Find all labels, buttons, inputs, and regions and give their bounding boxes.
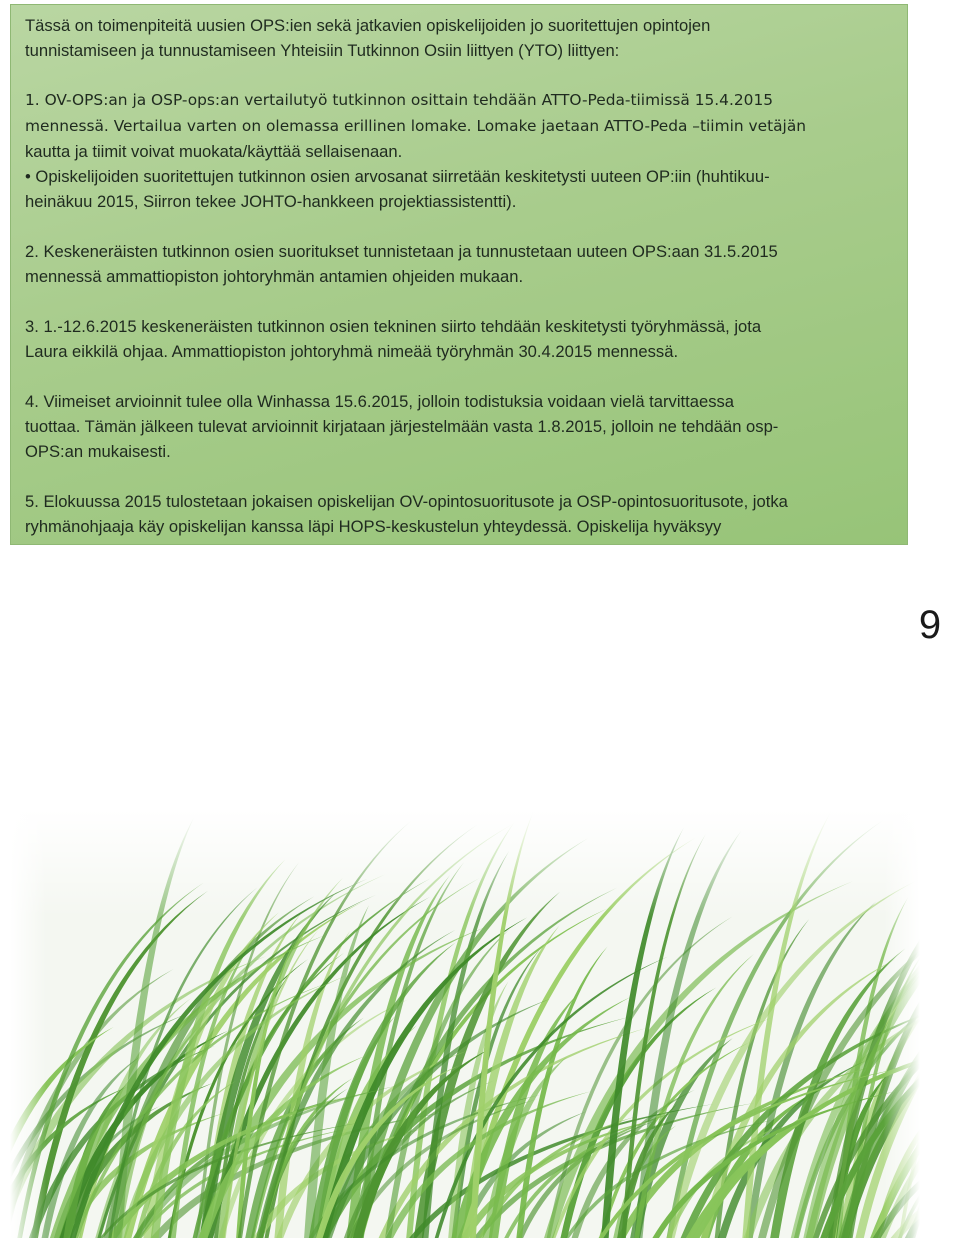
item5-line-1: 5. Elokuussa 2015 tulostetaan jokaisen opiskelijan OV-opintosuoritusote ja OSP-opintosuoritusote, jotka: [25, 492, 788, 511]
item1-line-5: heinäkuu 2015, Siirron tekee JOHTO-hankkeen projektiassistentti).: [25, 192, 517, 211]
grass-illustration: [10, 810, 920, 1238]
item5-line-2: ryhmänohjaaja käy opiskelijan kanssa läpi HOPS-keskustelun yhteydessä. Opiskelija hyväksyy: [25, 517, 722, 536]
item4-line-1: 4. Viimeiset arvioinnit tulee olla Winhassa 15.6.2015, jolloin todistuksia voidaan vielä tarvittaessa: [25, 392, 735, 411]
page-number: 9: [918, 603, 942, 647]
info-box: [10, 4, 908, 545]
item1-line-4: • Opiskelijoiden suoritettujen tutkinnon osien arvosanat siirretään keskitetysti uuteen OP:iin (huhtikuu-: [25, 167, 770, 186]
intro-line-1: Tässä on toimenpiteitä uusien OPS:ien sekä jatkavien opiskelijoiden jo suoritettujen opintojen: [25, 16, 711, 35]
item2-line-1: 2. Keskeneräisten tutkinnon osien suoritukset tunnistetaan ja tunnustetaan uuteen OPS:aan 31.5.2015: [25, 242, 778, 261]
item3-line-2: Laura eikkilä ohjaa. Ammattiopiston johtoryhmä nimeää työryhmän 30.4.2015 mennessä.: [25, 342, 679, 361]
item1-line-1: 1. OV-OPS:an ja OSP-ops:an vertailutyö tutkinnon osittain tehdään ATTO-Peda-tiimissä 15.4.2015: [25, 91, 774, 109]
grass-photo: [10, 810, 920, 1238]
item4-line-2: tuottaa. Tämän jälkeen tulevat arvioinnit kirjataan järjestelmään vasta 1.8.2015, jolloin ne tehdään osp-: [25, 417, 779, 436]
intro-line-2: tunnistamiseen ja tunnustamiseen Yhteisiin Tutkinnon Osiin liittyen (YTO) liittyen:: [25, 41, 620, 60]
item1-line-3: kautta ja tiimit voivat muokata/käyttää sellaisenaan.: [25, 142, 403, 161]
item1-line-2a: mennessä. Vertailua varten on olemassa erillinen lomake.: [25, 117, 472, 135]
item1-line-2b: Lomake jaetaan ATTO-Peda –tiimin vetäjän: [471, 117, 806, 135]
item2-line-2: mennessä ammattiopiston johtoryhmän antamien ohjeiden mukaan.: [25, 267, 524, 286]
item4-line-3: OPS:an mukaisesti.: [25, 442, 171, 461]
item3-line-1: 3. 1.-12.6.2015 keskeneräisten tutkinnon osien tekninen siirto tehdään keskitetysti työryhmässä, jota: [25, 317, 762, 336]
